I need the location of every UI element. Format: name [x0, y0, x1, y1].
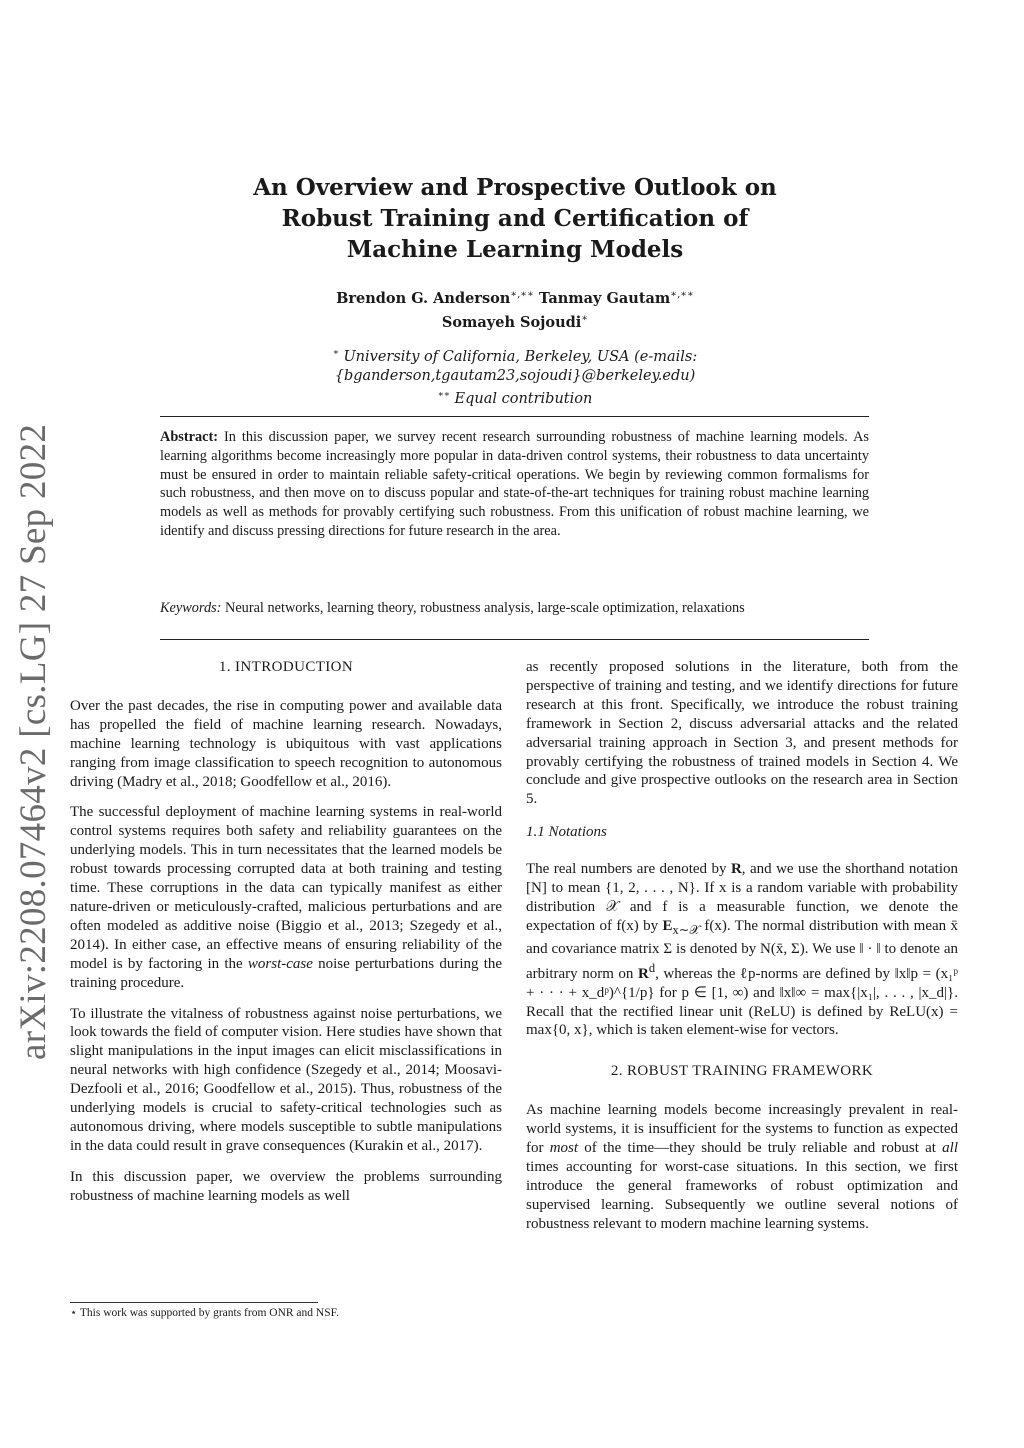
affil-emails: {bganderson,tgautam23,sojoudi}@berkeley.edu)	[334, 367, 696, 384]
abstract-text: In this discussion paper, we survey recent research surrounding robustness of machine learning models. As learning algorithms become increasingly more popular in data-driven control systems, their robustness to data uncertainty must be ensured in order to maintain reliable safety-critical operations. We begin by reviewing common formalisms for such robustness, and then move on to discuss popular and state-of-the-art techniques for training robust machine learning models as well as methods for provably certifying such robustness. From this unification of robust machine learning, we identify and discuss pressing directions for future research in the area.	[160, 429, 869, 539]
most-emphasis: most	[549, 1140, 579, 1157]
section-2-paragraph: As machine learning models become increasingly prevalent in real-world systems, it is insufficient for the systems to function as expected for most of the time—they should be truly reliable and robust at all times accounting for worst-case situations. In this section, we first introduce the general frameworks of robust optimization and supervised learning. Subsequently we outline several notions of robustness relevant to modern machine learning systems.	[526, 1102, 959, 1232]
keywords-text: Neural networks, learning theory, robustness analysis, large-scale optimization, relaxations	[225, 600, 745, 616]
footnote	[70, 1306, 502, 1320]
affil-line-3: Equal contribution	[454, 390, 593, 407]
worst-case-emphasis: worst-case	[247, 955, 313, 972]
intro-paragraph-2: The successful deployment of machine learning systems in real-world control systems requires both safety and reliability guarantees on the underlying models. This in turn necessitates that the learned models be robust towards processing corrupted data at both training and testing time. These corruptions in the data can typically manifest as either nature-driven or meticulously-crafted, malicious perturbations and are often modeled as additive noise (Biggio et al., 2013; Szegedy et al., 2014). In either case, an effective means of ensuring reliability of the model is by factoring in the worst-case noise perturbations during the training procedure.	[70, 804, 503, 991]
section-1-heading: 1. INTRODUCTION	[218, 659, 354, 675]
intro-paragraph-5: as recently proposed solutions in the literature, both from the perspective of training and testing, and we identify directions for future research at this front. Specifically, we introduce the robust training framework in Section 2, discuss adversarial attacks and the related adversarial training approach in Section 3, and present methods for provably certifying the robustness of trained models in Section 4. We conclude and give prospective outlooks on the research area in Section 5.	[526, 659, 958, 808]
intro-paragraph-1: Over the past decades, the rise in computing power and available data has propelled the field of machine learning research. Nowadays, machine learning technology is ubiquitous with vast applications ranging from image classification to speech recognition to autonomous driving (Madry et al., 2018; Goodfellow et al., 2016).	[70, 697, 502, 790]
notations-paragraph: The real numbers are denoted by R, and we use the shorthand notation [N] to mean {1, 2, . . . , N}. If x is a random variable with probability distribution 𝒳 and f is a measurable function, we denote the expectation of f(x) by $E_{x\sim 𝒳}$ f(x). The normal distribution with mean x̄ and covariance matrix Σ is denoted by N(x̄, Σ). We use ‖ · ‖ to denote an arbitrary norm on $R^d$, whereas the ℓp-norms are defined by ‖x‖p = (x₁ᵖ + · · · + x_dᵖ)^{1/p} for p ∈ [1, ∞) and ‖x‖∞ = max{|x₁|, . . . , |x_d|}. Recall that the rectified linear unit (ReLU) is defined by ReLU(x) = max{0, x}, which is taken element-wise for vectors.	[526, 861, 958, 1039]
arxiv-identifier: arXiv:2208.07464v2 [cs.LG] 27 Sep 2022	[13, 423, 54, 1060]
left-column	[70, 658, 502, 1218]
author-3: Somayeh Sojoudi	[441, 313, 582, 331]
abstract	[160, 428, 869, 541]
footnote-text: This work was supported by grants from ONR and NSF.	[79, 1307, 339, 1319]
author-2: Tanmay Gautam	[538, 289, 671, 307]
reals-d-symbol: R	[638, 965, 649, 982]
abstract-label: Abstract:	[160, 429, 218, 445]
affil-line-1: University of California, Berkeley, USA (e-mails:	[343, 348, 698, 365]
paper-title	[160, 172, 870, 265]
author-list	[160, 285, 870, 333]
author-1: Brendon G. Anderson	[336, 289, 511, 307]
footnote-mark: ⋆	[70, 1307, 78, 1319]
footnote-rule	[70, 1302, 318, 1303]
intro-paragraph-4: In this discussion paper, we overview the problems surrounding robustness of machine learning models as well	[70, 1168, 502, 1204]
all-emphasis: all	[942, 1140, 959, 1157]
right-column	[526, 658, 958, 1246]
affiliations	[160, 344, 870, 409]
abstract-bottom-rule	[160, 639, 869, 640]
expectation-symbol: E	[662, 917, 673, 934]
author-1-marks: ∗,∗∗	[510, 289, 534, 300]
abstract-top-rule	[160, 416, 869, 417]
author-3-marks: ∗	[581, 312, 589, 324]
section-2-heading: 2. ROBUST TRAINING FRAMEWORK	[610, 1063, 874, 1080]
title-line-3: Machine Learning Models	[346, 236, 684, 263]
affil-mark-2: ∗∗	[437, 389, 450, 400]
title-line-2: Robust Training and Certification of	[281, 205, 749, 232]
intro-paragraph-3: To illustrate the vitalness of robustness against noise perturbations, we look towards the field of computer vision. Here studies have shown that slight manipulations in the input images can elicit misclassifications in neural networks with high confidence (Szegedy et al., 2014; Moosavi-Dezfooli et al., 2016; Goodfellow et al., 2015). Thus, robustness of the underlying models is crucial to safety-critical technologies such as autonomous driving, where models susceptible to subtle manipulations in the data could result in grave consequences (Kurakin et al., 2017).	[70, 1005, 502, 1154]
keywords-label: Keywords:	[160, 600, 222, 616]
author-2-marks: ∗,∗∗	[670, 289, 694, 300]
reals-symbol: R	[730, 861, 742, 878]
notations-heading: 1.1 Notations	[526, 824, 607, 841]
keywords	[160, 599, 869, 618]
title-line-1: An Overview and Prospective Outlook on	[253, 174, 777, 201]
affil-mark-1: ∗	[332, 348, 339, 358]
